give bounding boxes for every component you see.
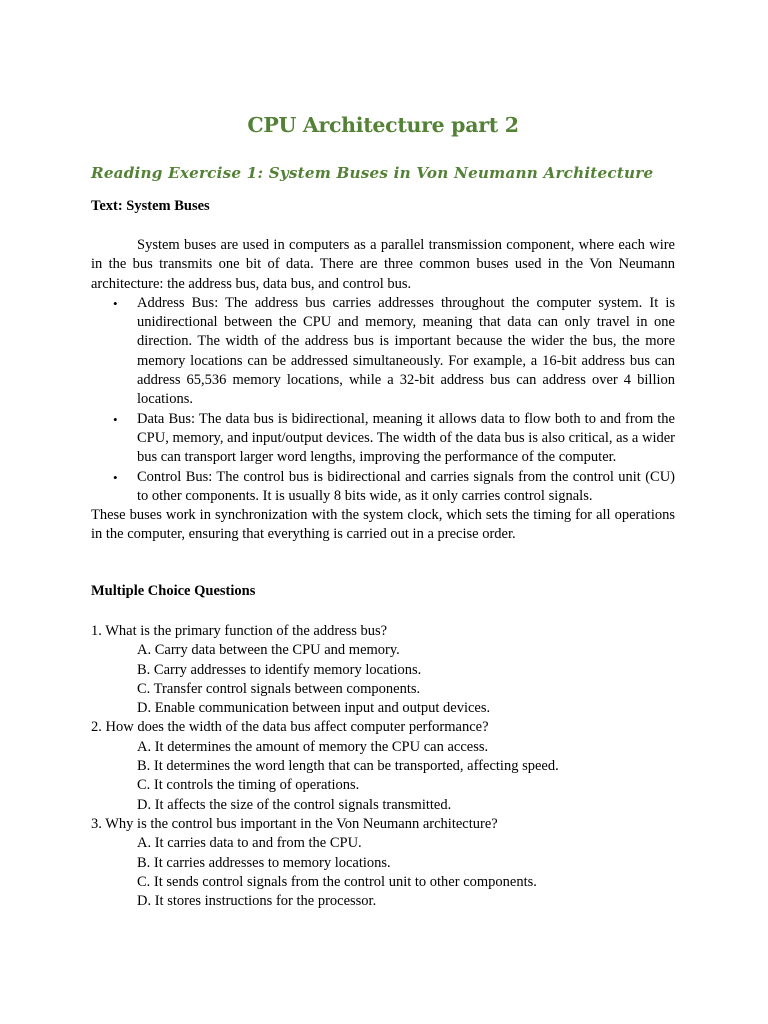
answer-option: A. Carry data between the CPU and memory.: [137, 642, 400, 659]
list-item: [113, 410, 675, 468]
answer-option: B. Carry addresses to identify memory locations.: [137, 661, 422, 678]
closing-paragraph: These buses work in synchronization with the system clock, which sets the timing for all operations in the computer, ensuring that everything is carried out in a precise order.: [91, 507, 675, 543]
question-1: [91, 622, 675, 718]
bullet-icon: •: [113, 295, 118, 311]
question-text: 3. Why is the control bus important in the Von Neumann architecture?: [91, 815, 498, 832]
intro-paragraph: System buses are used in computers as a parallel transmission component, where each wire in the bus transmits one bit of data. There are three common buses used in the Von Neumann architecture: the address bus, data bus, and control bus.: [91, 237, 675, 292]
answer-option: A. It carries data to and from the CPU.: [137, 835, 362, 852]
answer-option: C. It controls the timing of operations.: [137, 777, 360, 794]
answer-option: C. It sends control signals from the control unit to other components.: [137, 873, 537, 890]
question-2: [91, 718, 675, 814]
bullet-icon: •: [113, 411, 118, 427]
page-title: CPU Architecture part 2: [247, 113, 519, 137]
address-bus-description: Address Bus: The address bus carries addresses throughout the computer system. It is unidirectional between the CPU and memory, meaning that data can only travel in one direction. The width of the address bus is important because the wider the bus, the more memory locations can be addressed simultaneously. For example, a 16-bit address bus can address 65,536 memory locations, while a 32-bit address bus can address over 4 billion locations.: [137, 294, 675, 408]
answer-option: A. It determines the amount of memory the CPU can access.: [137, 738, 489, 755]
answer-option: B. It determines the word length that can be transported, affecting speed.: [137, 758, 559, 775]
control-bus-description: Control Bus: The control bus is bidirectional and carries signals from the control unit (CU) to other components. It is usually 8 bits wide, as it only carries control signals.: [137, 468, 675, 504]
exercise-subtitle: Reading Exercise 1: System Buses in Von Neumann Architecture: [91, 164, 654, 182]
question-text: 1. What is the primary function of the address bus?: [91, 623, 388, 639]
answer-option: D. It affects the size of the control signals transmitted.: [137, 796, 452, 813]
question-list: [91, 622, 675, 911]
reading-text: [91, 236, 675, 545]
data-bus-description: Data Bus: The data bus is bidirectional, meaning it allows data to flow both to and from the CPU, memory, and input/output devices. The width of the data bus is also critical, as a wider bus can transport larger word lengths, improving the performance of the computer.: [137, 410, 675, 466]
list-item: [113, 294, 675, 410]
answer-option: B. It carries addresses to memory locations.: [137, 854, 391, 871]
answer-option: D. It stores instructions for the processor.: [137, 893, 377, 910]
answer-option: D. Enable communication between input and output devices.: [137, 700, 491, 717]
question-text: 2. How does the width of the data bus affect computer performance?: [91, 719, 489, 736]
bullet-icon: •: [113, 469, 118, 485]
list-item: [113, 468, 675, 507]
text-heading: Text: System Buses: [91, 198, 210, 214]
mcq-heading: Multiple Choice Questions: [91, 583, 256, 599]
question-3: [91, 815, 675, 911]
bus-list: [91, 294, 675, 506]
answer-option: C. Transfer control signals between components.: [137, 680, 421, 697]
